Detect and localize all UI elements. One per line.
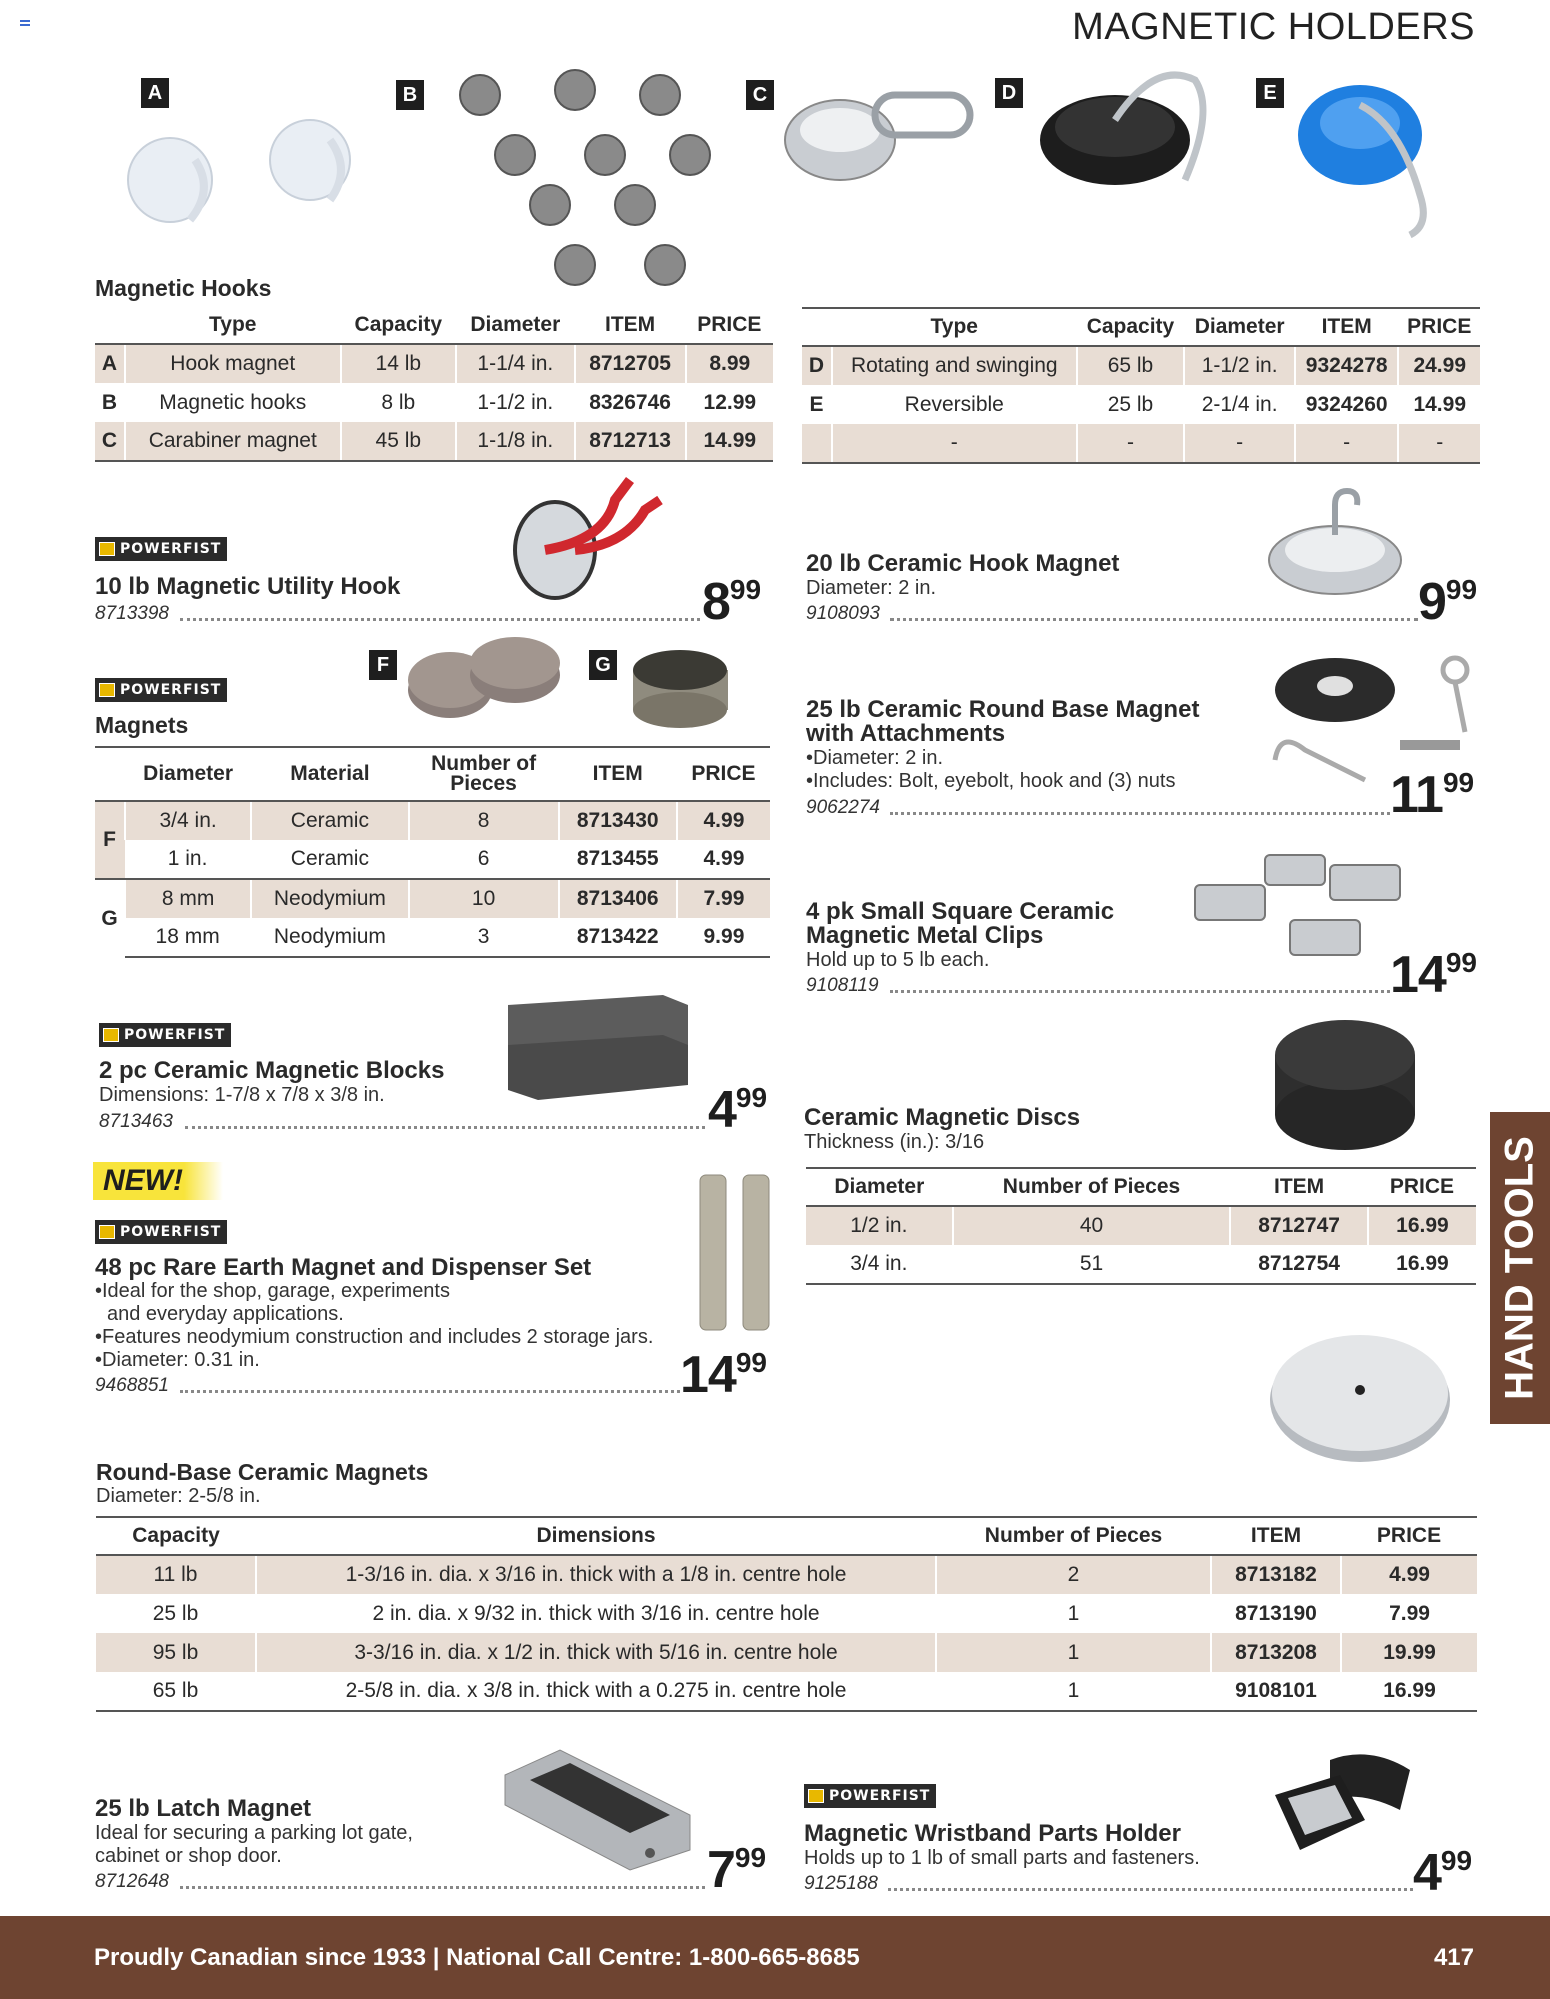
clips-price: $14^{99}$: [1390, 946, 1477, 1004]
brand-logo: POWERFIST: [804, 1784, 936, 1808]
col-diameter: Diameter: [806, 1168, 953, 1206]
reversible-hook-magnet-image: [1295, 75, 1465, 245]
latch-sku: 8712648: [95, 1871, 169, 1892]
cell-material: Ceramic: [251, 801, 408, 840]
cell-pieces: 1: [936, 1672, 1211, 1711]
wristband-desc: Holds up to 1 lb of small parts and fasteners.: [804, 1847, 1200, 1869]
tag-b: B: [396, 80, 424, 110]
cell-material: Neodymium: [251, 918, 408, 957]
brand-logo: POWERFIST: [95, 1220, 227, 1244]
table-row: [96, 1633, 1477, 1672]
col-price: PRICE: [1398, 308, 1480, 346]
cell-capacity: 45 lb: [341, 422, 457, 461]
col-type: Type: [125, 307, 341, 344]
cell-capacity: 25 lb: [1077, 385, 1185, 424]
discs-desc: Thickness (in.): 3/16: [804, 1131, 985, 1153]
cell-capacity: 11 lb: [96, 1555, 256, 1594]
cell-item: 8712705: [575, 344, 686, 383]
round-base-title: Round-Base Ceramic Magnets: [96, 1459, 429, 1485]
col-item: ITEM: [1295, 308, 1399, 346]
cell-price: 16.99: [1368, 1245, 1476, 1284]
cell-price: 24.99: [1398, 346, 1480, 385]
menu-icon[interactable]: [20, 20, 30, 26]
brand-logo: POWERFIST: [95, 678, 227, 702]
cell-material: Ceramic: [251, 840, 408, 879]
cell-item: 8713406: [559, 879, 677, 918]
rare-earth-sku: 9468851: [95, 1375, 169, 1396]
brand-logo: POWERFIST: [99, 1023, 231, 1047]
row-letter: B: [101, 390, 118, 414]
discs-table: [806, 1167, 1476, 1285]
cell-price: 9.99: [677, 918, 770, 957]
page-title: MAGNETIC HOLDERS: [1072, 6, 1475, 48]
tag-f: F: [369, 650, 397, 680]
col-item: ITEM: [575, 307, 686, 344]
cell-price: 16.99: [1341, 1672, 1477, 1711]
cell-pieces: 40: [953, 1206, 1231, 1245]
side-tab: HAND TOOLS: [1490, 1112, 1550, 1424]
utility-hook-price: $8^{99}$: [702, 573, 762, 631]
group-letter: G: [95, 879, 125, 957]
row-letter: A: [95, 344, 125, 383]
cell-dimensions: 2-5/8 in. dia. x 3/8 in. thick with a 0.275 in. centre hole: [256, 1672, 936, 1711]
cell-diameter: 1 in.: [125, 840, 251, 879]
table-row: [806, 1206, 1476, 1245]
cell-capacity: 25 lb: [152, 1601, 199, 1625]
latch-magnet-image: [500, 1745, 695, 1875]
table-row: [96, 1594, 1477, 1633]
leader-dots: [180, 1390, 680, 1393]
table-row: [95, 383, 773, 422]
cell-diameter: 8 mm: [125, 879, 251, 918]
blocks-sku: 8713463: [99, 1111, 173, 1132]
blocks-desc: Dimensions: 1-7/8 x 7/8 x 3/8 in.: [99, 1084, 385, 1106]
page-number: 417: [1433, 1944, 1474, 1971]
cell-diameter: 1-1/2 in.: [456, 383, 574, 422]
cell-diameter: 1-1/2 in.: [1184, 346, 1295, 385]
tag-a: A: [141, 78, 169, 108]
row-letter: D: [802, 346, 832, 385]
cell-pieces: 51: [953, 1245, 1231, 1284]
magnets-section-title: Magnets: [95, 712, 189, 738]
round-base-desc: Diameter: 2-5/8 in.: [96, 1485, 261, 1507]
leader-dots: [180, 1886, 705, 1889]
rare-earth-title: 48 pc Rare Earth Magnet and Dispenser Set: [95, 1254, 592, 1281]
wristband-sku: 9125188: [804, 1873, 878, 1894]
col-price: PRICE: [686, 307, 773, 344]
utility-hook-image: [505, 470, 705, 610]
leader-dots: [180, 618, 700, 621]
col-capacity: Capacity: [341, 307, 457, 344]
ceramic-hook-desc: Diameter: 2 in.: [806, 577, 937, 599]
leader-dots: [890, 812, 1390, 815]
cell-item: 9324278: [1295, 346, 1399, 385]
table-row: [95, 840, 770, 879]
latch-title: 25 lb Latch Magnet: [95, 1795, 312, 1822]
cell-price: 19.99: [1341, 1633, 1477, 1672]
cell-capacity: 65 lb: [96, 1672, 256, 1711]
cell-item: 8713208: [1211, 1633, 1341, 1672]
round-base-table: [96, 1516, 1477, 1712]
hooks-table-left: [95, 307, 773, 462]
leader-dots: [185, 1126, 705, 1129]
rare-earth-bullet-2: •Features neodymium construction and includes 2 storage jars.: [95, 1326, 654, 1348]
table-row: [95, 879, 770, 918]
round-base-attach-bullet-1: •Diameter: 2 in.: [806, 747, 944, 769]
cell-dimensions: 3-3/16 in. dia. x 1/2 in. thick with 5/16 in. centre hole: [256, 1633, 936, 1672]
round-base-attach-price: $11^{99}$: [1390, 766, 1475, 824]
table-row: [95, 801, 770, 840]
col-type: Type: [832, 308, 1077, 346]
round-base-attach-title-2: with Attachments: [806, 720, 1006, 747]
row-letter: [802, 424, 832, 463]
latch-price: $7^{99}$: [707, 1841, 767, 1899]
brand-logo: POWERFIST: [95, 537, 227, 561]
col-pieces: Number of Pieces: [953, 1168, 1231, 1206]
latch-desc-2: cabinet or shop door.: [95, 1845, 282, 1867]
cell-item: 8712713: [575, 422, 686, 461]
hooks-table-right: [802, 307, 1480, 464]
cell-price: 7.99: [677, 879, 770, 918]
clips-title-1: 4 pk Small Square Ceramic: [806, 898, 1115, 925]
metal-clips-image: [1190, 845, 1420, 965]
cell-item: -: [1295, 424, 1399, 463]
cell-price: 4.99: [677, 801, 770, 840]
ceramic-blocks-image: [503, 990, 693, 1110]
latch-desc-1: Ideal for securing a parking lot gate,: [95, 1822, 413, 1844]
new-badge: NEW!: [93, 1162, 223, 1200]
group-letter: F: [95, 801, 125, 879]
table-row: [802, 385, 1480, 424]
cell-capacity: 65 lb: [1077, 346, 1185, 385]
cell-type: Hook magnet: [125, 344, 341, 383]
ceramic-hook-price: $9^{99}$: [1418, 573, 1478, 631]
tag-g: G: [589, 650, 617, 680]
round-base-attach-title-1: 25 lb Ceramic Round Base Magnet: [806, 696, 1200, 723]
cell-item: 8712754: [1230, 1245, 1367, 1284]
cell-pieces: 1: [936, 1594, 1211, 1633]
leader-dots: [890, 990, 1390, 993]
col-pieces: Number of Pieces: [936, 1517, 1211, 1555]
col-diameter: Diameter: [125, 747, 251, 801]
col-price: PRICE: [1341, 1517, 1477, 1555]
cell-material: Neodymium: [251, 879, 408, 918]
cell-diameter: 2-1/4 in.: [1184, 385, 1295, 424]
cell-pieces: 8: [409, 801, 559, 840]
col-price: PRICE: [1368, 1168, 1476, 1206]
cell-type: Magnetic hooks: [125, 383, 341, 422]
round-base-magnet-image: [1268, 1325, 1453, 1465]
cell-price: 16.99: [1368, 1206, 1476, 1245]
col-item: ITEM: [1230, 1168, 1367, 1206]
cell-item: 8713455: [559, 840, 677, 879]
utility-hook-sku: 8713398: [95, 603, 169, 624]
leader-dots: [890, 618, 1418, 621]
cell-price: -: [1398, 424, 1480, 463]
cell-price: 8.99: [686, 344, 773, 383]
wristband-price: $4^{99}$: [1413, 1844, 1473, 1902]
cell-item: 9108101: [1211, 1672, 1341, 1711]
cell-price: 4.99: [677, 840, 770, 879]
cell-price: 4.99: [1341, 1555, 1477, 1594]
magnets-table: [95, 746, 770, 958]
col-capacity: Capacity: [1077, 308, 1185, 346]
col-diameter: Diameter: [456, 307, 574, 344]
rare-earth-price: $14^{99}$: [680, 1346, 767, 1404]
hooks-section-title: Magnetic Hooks: [95, 275, 272, 301]
cell-type: Reversible: [832, 385, 1077, 424]
table-row: [95, 344, 773, 383]
round-base-attach-bullet-2: •Includes: Bolt, eyebolt, hook and (3) nuts: [806, 770, 1176, 792]
cell-diameter: 18 mm: [125, 918, 251, 957]
cell-item: 9324260: [1295, 385, 1399, 424]
ceramic-disc-image: [1270, 1015, 1420, 1155]
cell-dimensions: 2 in. dia. x 9/32 in. thick with 3/16 in. centre hole: [256, 1594, 936, 1633]
discs-title: Ceramic Magnetic Discs: [804, 1104, 1081, 1131]
rare-earth-magnets-image: [695, 1170, 775, 1335]
cell-diameter: 1-1/4 in.: [456, 344, 574, 383]
cell-item: 8713190: [1211, 1594, 1341, 1633]
col-item: ITEM: [1211, 1517, 1341, 1555]
neodymium-magnets-image: [628, 645, 733, 730]
col-pieces: Number of Pieces: [409, 747, 559, 801]
cell-diameter: -: [1184, 424, 1295, 463]
carabiner-magnet-image: [780, 80, 980, 190]
cell-capacity: 95 lb: [96, 1633, 256, 1672]
table-row: [802, 424, 1480, 463]
cell-pieces: 3: [409, 918, 559, 957]
table-row: [806, 1245, 1476, 1284]
clips-desc: Hold up to 5 lb each.: [806, 949, 990, 971]
table-row: [95, 422, 773, 461]
cell-pieces: 1: [936, 1633, 1211, 1672]
col-item: ITEM: [559, 747, 677, 801]
utility-hook-title: 10 lb Magnetic Utility Hook: [95, 573, 401, 600]
clips-title-2: Magnetic Metal Clips: [806, 922, 1044, 949]
cell-price: 12.99: [686, 383, 773, 422]
ceramic-hook-sku: 9108093: [806, 603, 880, 624]
row-letter: E: [809, 392, 824, 416]
hook-magnet-image: [115, 105, 375, 245]
cell-price: 14.99: [686, 422, 773, 461]
cell-item: 8713182: [1211, 1555, 1341, 1594]
blocks-title: 2 pc Ceramic Magnetic Blocks: [99, 1057, 445, 1084]
cell-price: 14.99: [1398, 385, 1480, 424]
cell-type: Carabiner magnet: [125, 422, 341, 461]
cell-diameter: 1/2 in.: [806, 1206, 953, 1245]
row-letter: C: [95, 422, 125, 461]
cell-capacity: 8 lb: [341, 383, 457, 422]
ceramic-hook-title: 20 lb Ceramic Hook Magnet: [806, 550, 1120, 577]
round-base-attach-sku: 9062274: [806, 797, 880, 818]
tag-d: D: [995, 78, 1023, 108]
wristband-image: [1270, 1740, 1420, 1865]
rare-earth-bullet-1b: and everyday applications.: [107, 1303, 344, 1325]
cell-item: 8712747: [1230, 1206, 1367, 1245]
cell-diameter: 1-1/8 in.: [456, 422, 574, 461]
leader-dots: [888, 1888, 1413, 1891]
footer-contact: Proudly Canadian since 1933 | National Call Centre: 1-800-665-8685: [94, 1944, 860, 1971]
cell-capacity: -: [1077, 424, 1185, 463]
footer-bar: [0, 1916, 1550, 1999]
col-capacity: Capacity: [96, 1517, 256, 1555]
cell-capacity: 14 lb: [341, 344, 457, 383]
tag-c: C: [746, 80, 774, 110]
cell-pieces: 6: [409, 840, 559, 879]
col-dimensions: Dimensions: [256, 1517, 936, 1555]
col-price: PRICE: [677, 747, 770, 801]
clips-sku: 9108119: [806, 975, 879, 996]
ceramic-hook-magnet-image: [1265, 485, 1415, 600]
rare-earth-bullet-1: •Ideal for the shop, garage, experiments: [95, 1280, 450, 1302]
cell-type: -: [832, 424, 1077, 463]
magnetic-hooks-image: [450, 65, 740, 295]
cell-item: 8713430: [559, 801, 677, 840]
cell-dimensions: 1-3/16 in. dia. x 3/16 in. thick with a 1/8 in. centre hole: [256, 1555, 936, 1594]
rotating-hook-magnet-image: [1035, 65, 1235, 195]
wristband-title: Magnetic Wristband Parts Holder: [804, 1820, 1181, 1847]
cell-item: 8713422: [559, 918, 677, 957]
col-diameter: Diameter: [1184, 308, 1295, 346]
table-row: [802, 346, 1480, 385]
cell-item: 8326746: [575, 383, 686, 422]
ceramic-magnets-image: [405, 635, 565, 730]
cell-diameter: 3/4 in.: [125, 801, 251, 840]
cell-type: Rotating and swinging: [832, 346, 1077, 385]
cell-price: 7.99: [1341, 1594, 1477, 1633]
col-material: Material: [251, 747, 408, 801]
cell-pieces: 2: [936, 1555, 1211, 1594]
cell-pieces: 10: [409, 879, 559, 918]
cell-diameter: 3/4 in.: [806, 1245, 953, 1284]
rare-earth-bullet-3: •Diameter: 0.31 in.: [95, 1349, 260, 1371]
table-row: [96, 1672, 1477, 1711]
table-row: [96, 1555, 1477, 1594]
table-row: [95, 918, 770, 957]
tag-e: E: [1256, 78, 1284, 108]
blocks-price: $4^{99}$: [708, 1081, 768, 1139]
